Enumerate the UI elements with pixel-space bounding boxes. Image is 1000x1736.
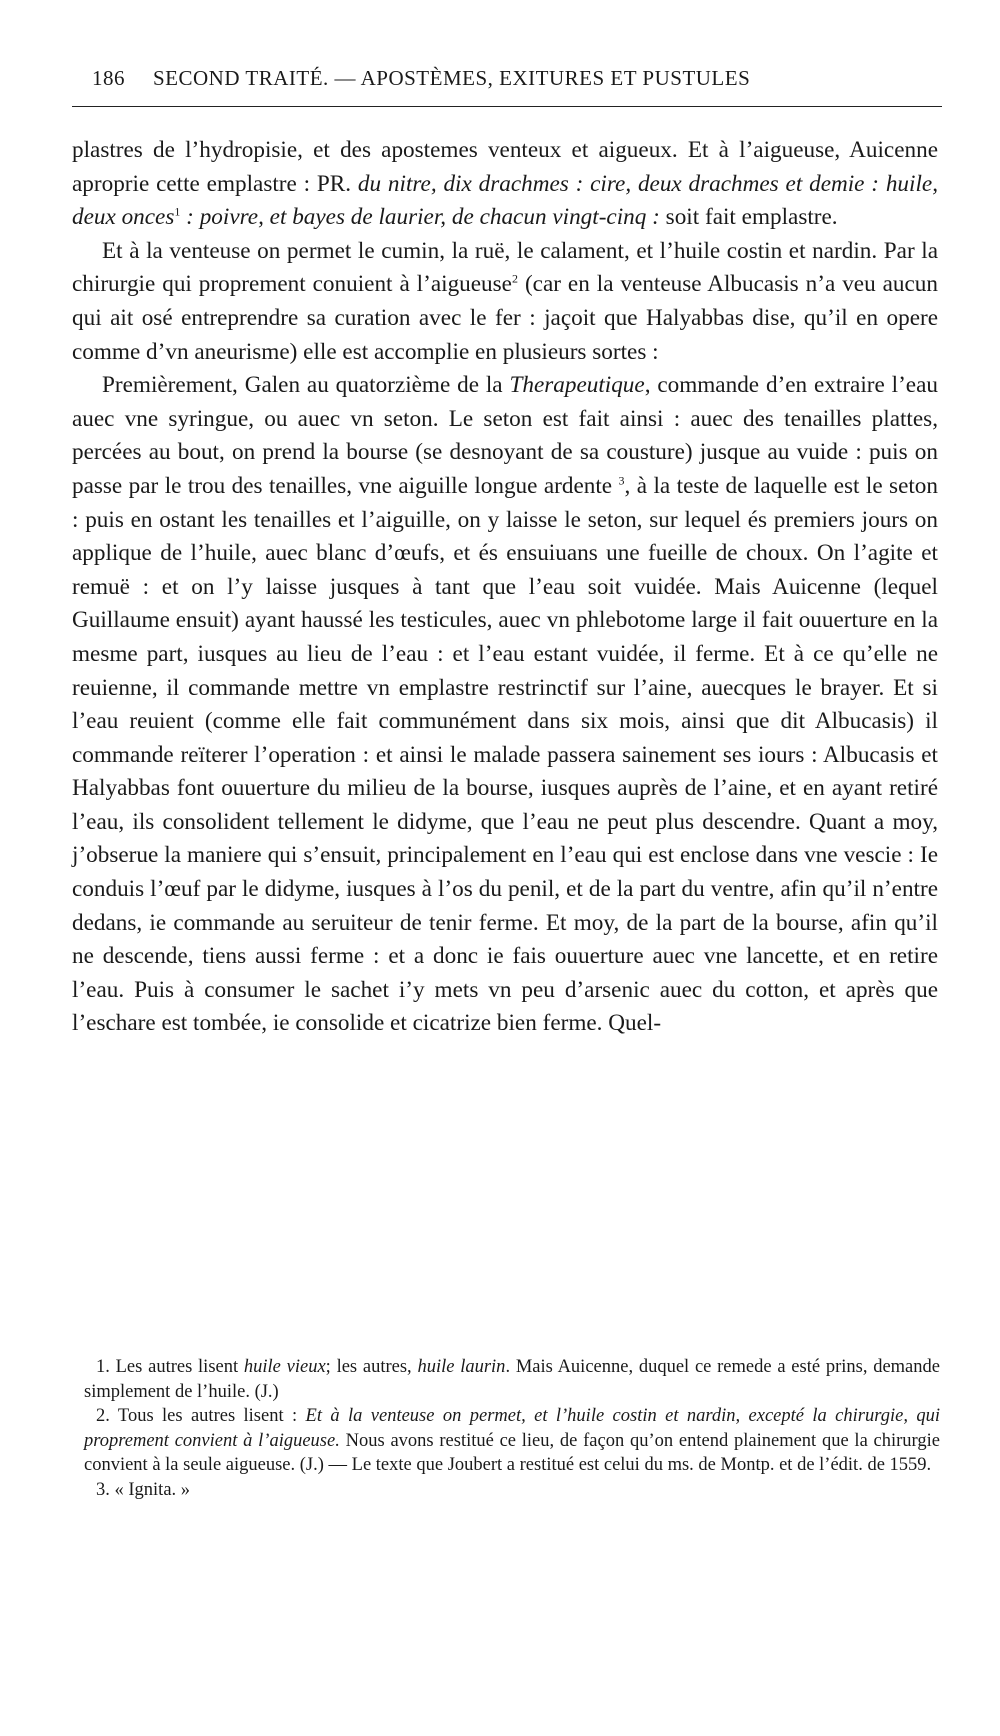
text-run: . Mais Auicenne, duquel ce remede a esté prins, demande simplement de l’huile. (J.) <box>84 1357 940 1402</box>
running-title: SECOND TRAITÉ. — APOSTÈMES, EXITURES ET PUSTULES <box>153 66 751 90</box>
running-header <box>92 66 940 91</box>
main-text <box>72 134 938 1041</box>
footnote-ref-1[interactable]: 1 <box>174 204 181 219</box>
page-number: 186 <box>92 66 125 90</box>
footnote-ref-3[interactable]: 3 <box>618 473 625 488</box>
footnote-ref-2[interactable]: 2 <box>511 271 518 286</box>
italic-run: Therapeutique <box>509 372 645 399</box>
text-run: ; les autres, <box>325 1357 418 1377</box>
paragraph-2 <box>72 235 938 369</box>
footnote-3 <box>84 1478 940 1503</box>
text-run: Tous les autres lisent : <box>109 1406 306 1426</box>
footnotes <box>84 1355 940 1502</box>
text-run: (car en la venteuse Albucasis n’a veu aucun qui ait osé entreprendre sa curation avec le fer : jaçoit que Halyabbas dise, qu’il en opere comme d’vn aneurisme) elle est accomplie en plusieurs sortes : <box>72 271 938 365</box>
footnote-number: 3. <box>96 1479 110 1500</box>
italic-run: huile vieux <box>243 1357 326 1377</box>
text-run: Les autres lisent <box>109 1357 244 1377</box>
text-run: soit fait emplastre. <box>659 204 838 231</box>
paragraph-1 <box>72 134 938 235</box>
text-run: , commande d’en extraire l’eau auec vne syringue, ou auec vn seton. Le seton est fait ainsi : auec des tenailles plattes, percées au bout, on prend la bourse (se desnoyant de sa cousture) jusque au vuide : puis on passe par le trou des tenailles, vne aiguille longue ardente <box>72 372 938 499</box>
text-run: Nous avons restitué ce lieu, de façon qu’on entend plainement que la chirurgie convient à la seule aigueuse. (J.) — Le texte que Joubert a restitué est celui du ms. de Montp. et de l’édit. de 1559. <box>84 1430 940 1475</box>
italic-run: huile laurin <box>417 1357 506 1377</box>
paragraph-3 <box>72 369 938 1041</box>
footnote-number: 2. <box>96 1406 110 1426</box>
text-run: Premièrement, Galen au quatorzième de la <box>102 372 510 399</box>
header-rule <box>72 106 942 107</box>
footnote-number: 1. <box>96 1357 110 1377</box>
italic-run: Et à la venteuse on permet, et l’huile costin et nardin, excepté la chirurgie, qui proprement convient à l’aigueuse. <box>84 1406 940 1451</box>
footnote-2 <box>84 1404 940 1478</box>
text-run: , à la teste de laquelle est le seton : puis en ostant les tenailles et l’aiguille, on y laisse le seton, sur lequel és premiers jours on applique de l’huile, auec blanc d’œufs, et és ensuiuans une fueille de choux. On l’agite et remuë : et on l’y laisse jusques à tant que l’eau soit vuidée. Mais Auicenne (lequel Guillaume ensuit) ayant haussé les testicules, auec vn phlebotome large il fait ouuerture en la mesme part, iusques au lieu de l’eau : et l’eau estant vuidée, il ferme. Et à ce qu’elle ne reuienne, il commande mettre vn emplastre restrinctif sur l’aine, auecques le brayer. Et si l’eau reuient (comme elle fait communément dans six mois, ainsi que dit Albucasis) il commande reïterer l’operation : et ainsi le malade passera sainement ses iours : Albucasis et Halyabbas font ouuerture du milieu de la bourse, iusques auprès de l’aine, et en ayant retiré l’eau, ils consolident tellement le didyme, que l’eau ne peut plus descendre. Quant a moy, j’obserue la maniere qui s’ensuit, principalement en l’eau qui est enclose dans vne vescie : Ie conduis l’œuf par le didyme, iusques à l’os du penil, et de la part du ventre, afin qu’il n’entre dedans, ie commande au seruiteur de tenir ferme. Et moy, de la part de la bourse, afin qu’il ne descende, tiens aussi ferme : et a donc ie fais ouuerture auec vne lancette, et en retire l’eau. Puis à consumer le sachet i’y mets vn peu d’arsenic auec du cotton, et après que l’eschare est tombée, ie consolide et cicatrize bien ferme. Quel- <box>72 472 938 1037</box>
text-run: Et à la venteuse on permet le cumin, la ruë, le calament, et l’huile costin et nardin. Par la chirurgie qui proprement conuient à l’aigueuse <box>72 237 938 298</box>
footnote-1 <box>84 1355 940 1404</box>
text-run: plastres de l’hydropisie, et des apostemes venteux et aigueux. Et à l’aigueuse, Auicenne aproprie cette emplastre : PR. <box>72 137 938 197</box>
italic-run: : poivre, et bayes de laurier, de chacun vingt-cinq : <box>180 204 660 231</box>
text-run: « Ignita. » <box>109 1479 191 1500</box>
italic-run: du nitre, dix drachmes : cire, deux drachmes et demie : huile, deux onces <box>72 170 938 231</box>
